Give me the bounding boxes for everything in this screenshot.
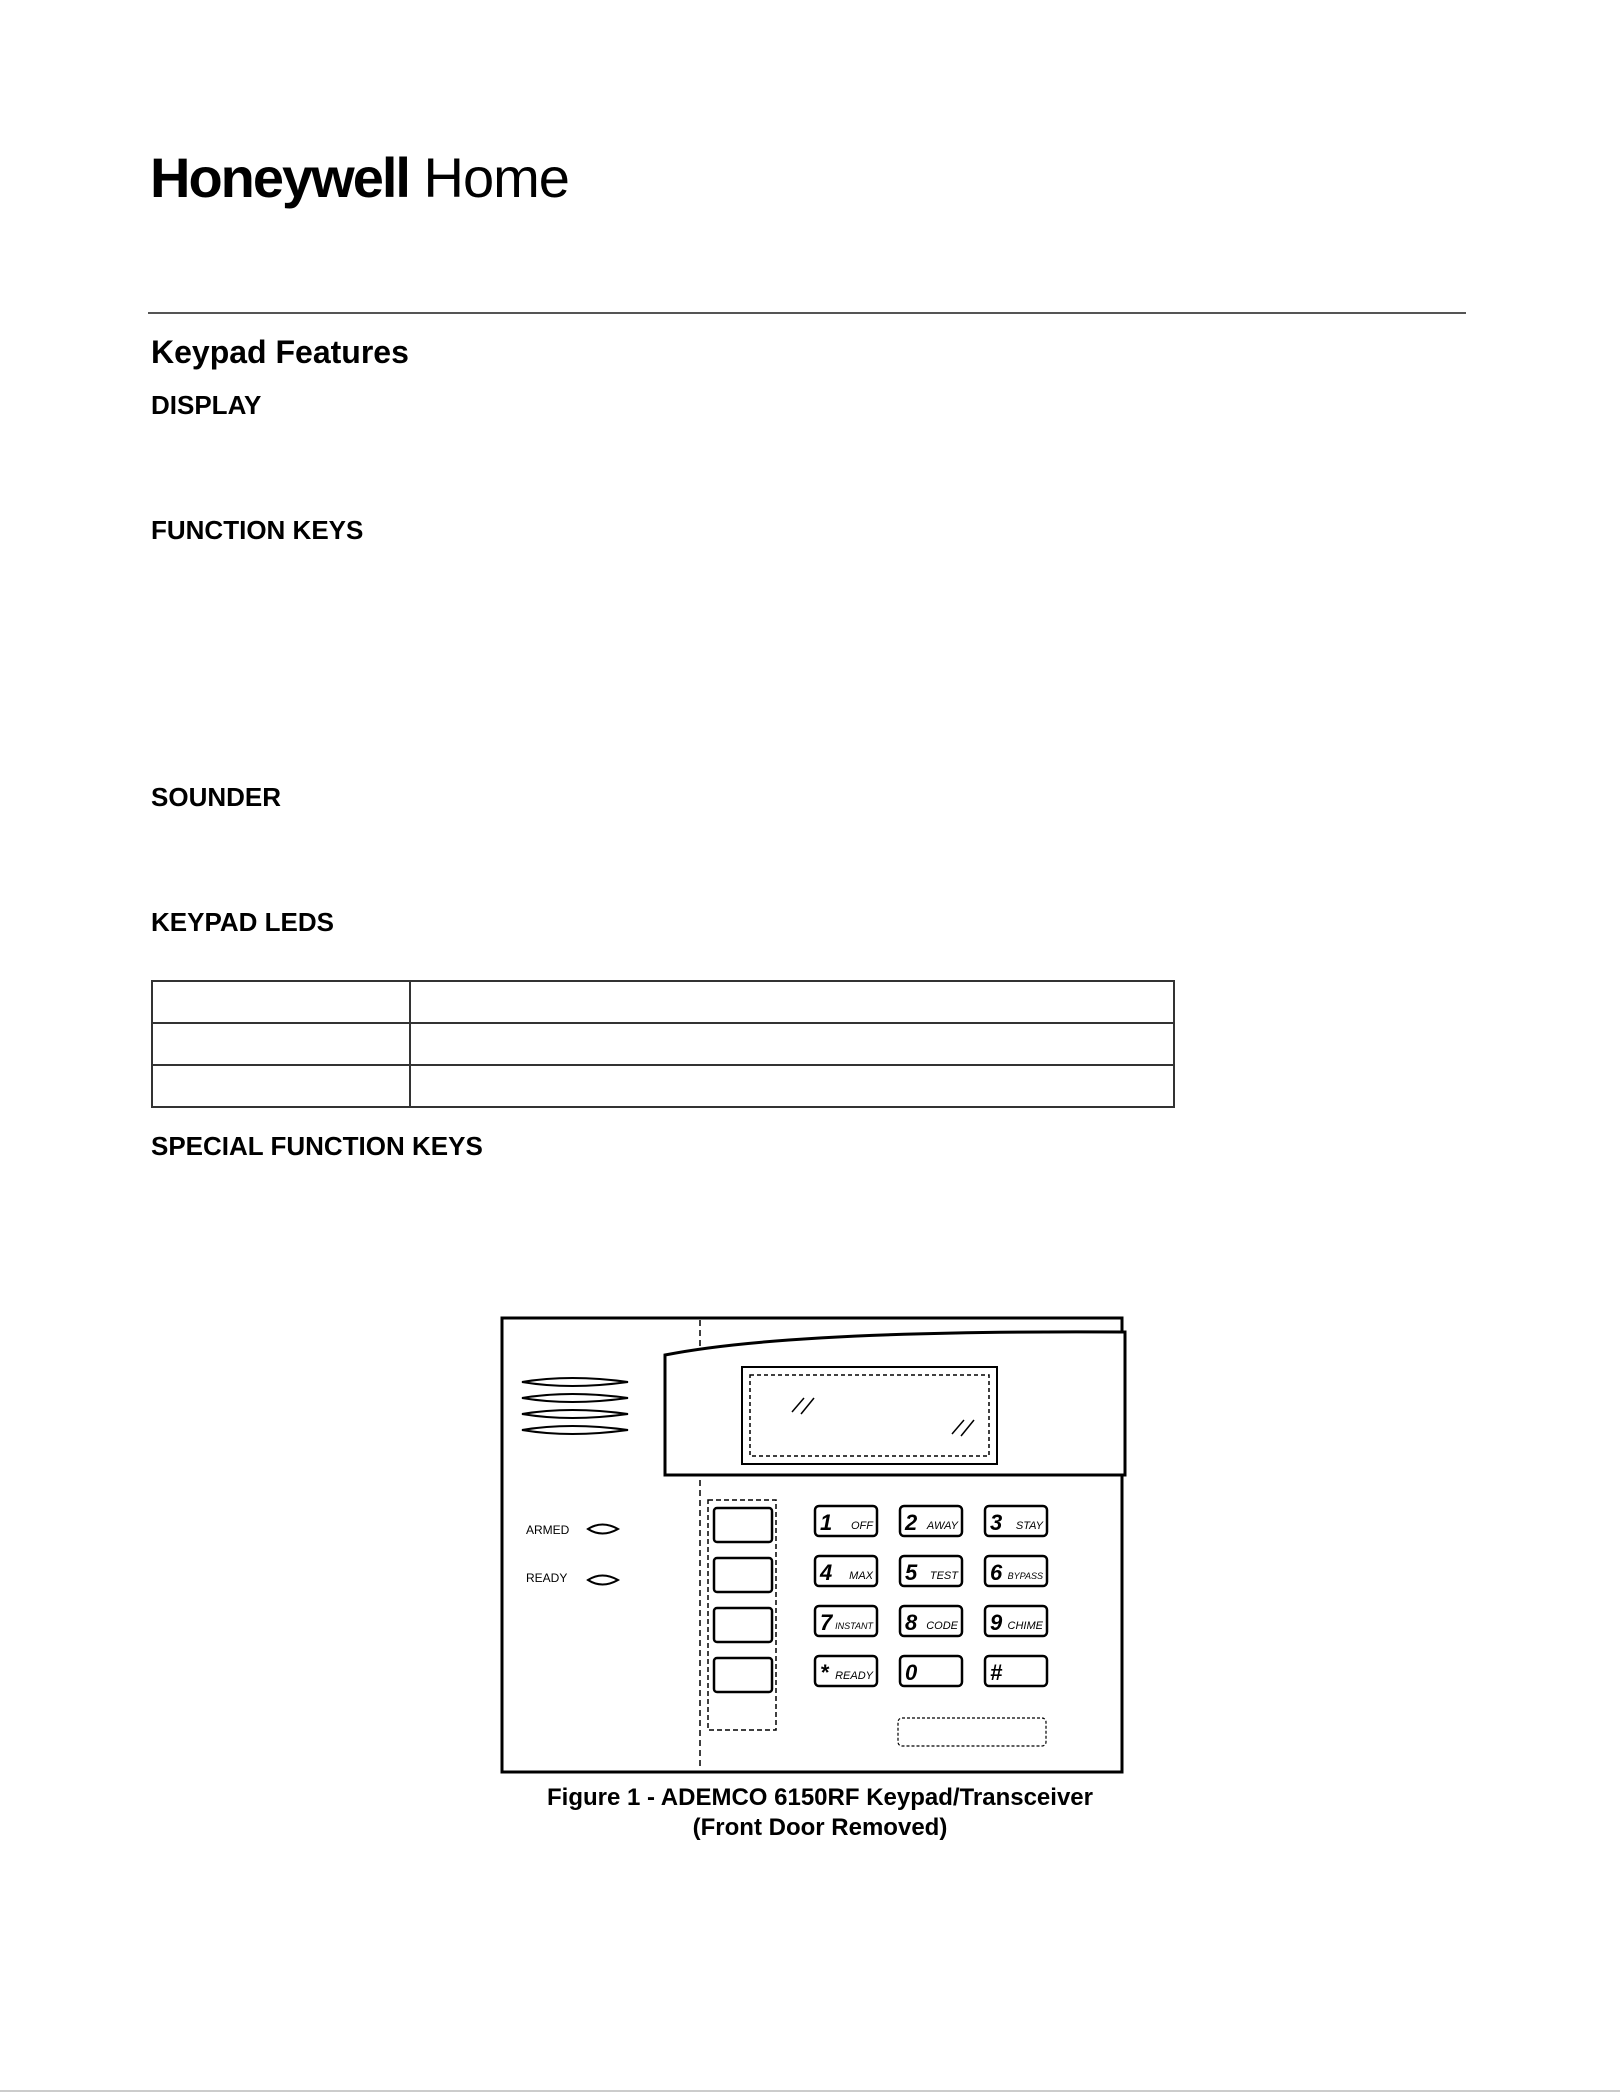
key-sublabel: CODE (926, 1620, 958, 1632)
key-number: 2 (905, 1510, 918, 1535)
key-number: 5 (905, 1560, 918, 1585)
table-cell (152, 1023, 410, 1065)
lcd-display-screen (750, 1375, 989, 1456)
key-sublabel: MAX (849, 1570, 873, 1582)
function-key-b (714, 1558, 772, 1592)
table-cell (410, 1023, 1174, 1065)
ready-led-label: READY (526, 1571, 568, 1585)
key-sublabel: STAY (1015, 1520, 1043, 1532)
logo-brand-strong: Honeywell (150, 146, 409, 209)
key-5 (900, 1556, 962, 1586)
table-row (152, 1065, 1174, 1107)
key-number: 7 (820, 1610, 833, 1635)
key-number: 1 (820, 1510, 833, 1535)
table-cell (152, 981, 410, 1023)
function-key-d (714, 1658, 772, 1692)
armed-led-label: ARMED (526, 1523, 570, 1537)
table-cell (152, 1065, 410, 1107)
bottom-label-slot (898, 1718, 1046, 1746)
key-6 (985, 1556, 1047, 1586)
key-sublabel: READY (835, 1670, 873, 1682)
key-star (815, 1656, 877, 1686)
key-7 (815, 1606, 877, 1636)
section-heading-display: DISPLAY (151, 390, 262, 420)
section-heading-keypad-leds: KEYPAD LEDS (151, 907, 334, 937)
key-sublabel: CHIME (1007, 1620, 1043, 1632)
function-key-a (714, 1508, 772, 1542)
page-bottom-border (0, 2090, 1620, 2092)
key-number: 4 (820, 1560, 833, 1585)
key-2 (900, 1506, 962, 1536)
honeywell-home-logo (150, 146, 569, 209)
keypad-illustration (490, 1310, 1150, 1780)
key-4 (815, 1556, 877, 1586)
key-number: 3 (990, 1510, 1003, 1535)
key-sublabel: INSTANT (835, 1621, 873, 1631)
key-1 (815, 1506, 877, 1536)
key-number: 6 (990, 1560, 1003, 1585)
key-number: # (990, 1660, 1003, 1685)
key-number: 8 (905, 1610, 918, 1635)
key-sublabel: OFF (851, 1520, 873, 1532)
key-sublabel: BYPASS (1007, 1571, 1043, 1581)
key-number: * (820, 1660, 829, 1685)
function-key-c (714, 1608, 772, 1642)
key-number: 9 (990, 1610, 1003, 1635)
key-number: 0 (905, 1660, 918, 1685)
keypad-leds-table (151, 980, 1175, 1108)
logo-brand-light: Home (423, 146, 569, 209)
key-sublabel: TEST (929, 1570, 958, 1582)
table-row (152, 1023, 1174, 1065)
section-heading-special-function-keys: SPECIAL FUNCTION KEYS (151, 1131, 483, 1161)
figure-caption-line1: Figure 1 - ADEMCO 6150RF Keypad/Transceiver (547, 1784, 1093, 1811)
key-sublabel: AWAY (926, 1520, 958, 1532)
figure-caption-line2: (Front Door Removed) (692, 1814, 948, 1841)
table-cell (410, 981, 1174, 1023)
key-3 (985, 1506, 1047, 1536)
key-8 (900, 1606, 962, 1636)
key-0 (900, 1656, 962, 1686)
header-divider (148, 312, 1466, 314)
page-title: Keypad Features (151, 334, 409, 370)
key-9 (985, 1606, 1047, 1636)
table-cell (410, 1065, 1174, 1107)
section-heading-sounder: SOUNDER (151, 782, 282, 812)
section-heading-function-keys: FUNCTION KEYS (151, 515, 364, 545)
table-row (152, 981, 1174, 1023)
key-hash (985, 1656, 1047, 1686)
